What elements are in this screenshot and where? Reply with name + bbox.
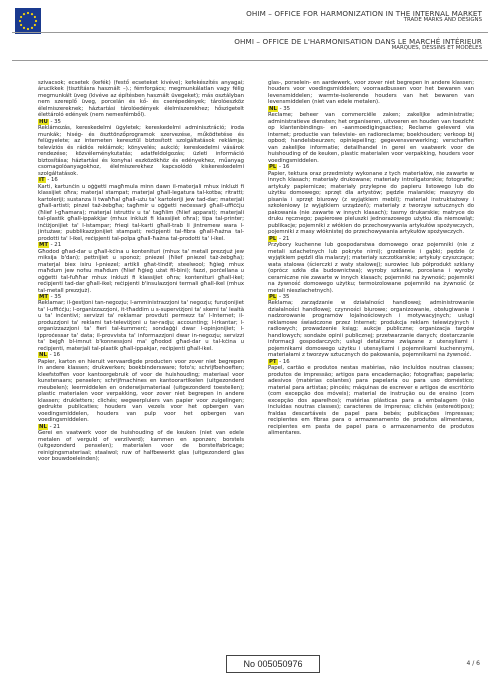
header-french (234, 38, 482, 53)
goods-section (38, 242, 244, 294)
goods-section (38, 80, 244, 119)
class-code: - 35 (50, 118, 61, 125)
header-top-title: OHIM – OFFICE FOR HARMONIZATION IN THE INTERNAL MARKET (246, 9, 482, 18)
goods-section (38, 352, 244, 423)
language-tag: HU (39, 118, 48, 125)
section-text: Reclame; beheer van commerciële zaken; zakelijke administratie; administratieve diensten; het organiseren, uitvoeren en houden van toezicht op klantenbindings- en -aanmoedigingsacties; Reclame geleverd via internet; productie van televisie- en radioreclame; boekhouden; verkoop bij opbod; handelsbeurzen; opiniepeiling; gegevensverwerking; verschaffen van zakelijke informatie; detailhandel in gerei en vaatwerk voor de huishouding of de keuken, plastic materialen voor verpakking, houders voor voedingsmiddelen. (268, 112, 475, 164)
section-text: Papier, tektura oraz przedmioty wykonane z tych materiałów, nie zawarte w innych klasach; materiały drukowane; materiały introligatorskie; fotografie; artykuły papiernicze; materiały przylepne do papieru listowego lub do użytku domowego; sprzęt dla artystów; pędzle malarskie; maszyny do pisania i sprzęt biurowy (z wyjątkiem mebli); materiał instruktażowy i szkoleniowy (z wyjątkiem urządzeń); materiały z tworzyw sztucznych do pakowania (nie zawarte w innych klasach); tasmy drukarskie; matryce do druku ręcznego; papierowe pieluszki jednorazowego użytku dla niemowląt; publikacje; pojemniki z włókien do przechowywania artykułów spożywczych, pojemniki z masy włóknistej do przechowywania artykułów spożywczych. (268, 170, 474, 236)
page-number: 4 / 6 (466, 660, 480, 667)
header-divider-top (12, 32, 488, 33)
language-tag: MT (39, 293, 48, 300)
goods-section (38, 177, 244, 242)
section-text: Gerei en vaatwerk voor de huishouding of de keuken (niet van edele metalen of verguld of verzilverd); kammen en sponzen; borstels (uitgezonderd penselen); materialen voor de borstelfabricage; reinigingsmateriaal; staalwol; ruw of halfbewerkt glas (uitgezonderd glas voor bouwdoeleinden); (38, 430, 244, 463)
language-tag: NL (39, 352, 47, 359)
goods-section (38, 294, 244, 352)
class-code: - 21 (49, 423, 61, 430)
class-code: - 21 (50, 242, 62, 249)
ohim-logo (15, 8, 41, 34)
language-tag: IT (39, 177, 45, 184)
class-code: - 21 (279, 235, 290, 242)
section-text: Reklama; zarządzanie w działalności handlowej; administrowanie działalności handlowej; czynności biurowe; organizowanie, obsługiwanie i nadzorowanie programów lojalnościowych i motywacyjnych; usługi reklamowe świadczone przez Internet; produkcja reklam telewizyjnych i radiowych; prowadzenie ksiąg; aukcje publiczne; organizacja targów handlowych; sondaże opinii publicznej; przetwarzanie danych; dostarczanie informacji gospodarczych; usługi detaliczne związane z utensyliami i pojemnikami domowego użytku i utensyliami i pojemnikami kuchennymi, materiałami z tworzyw sztucznych do pakowania, pojemnikami na żywność. (268, 300, 474, 359)
section-text: Reklámozás, kereskedelmi ügyletek; kereskedelmi adminisztráció; iroda munkák; hiség- és öszttönzőprogramok szervezése, működtetése és felügyelete; az interneten keresztül biztosított szolgáltatások reklámja; televíziós és rádiós reklámok; könyvelés; aukció; kereskedelmi vásárok rendezése; közvéleménykutatás; adatfeldolgozás; üzleti információ biztosítása; háztartási és konyhai eszközökhöz és edényekhez, műanyag csomagolóanyagokhoz, élelmiszerekhez kapcsolódó kiskereskedelmi szolgáltatások. (38, 125, 244, 177)
goods-section (268, 294, 474, 359)
header-divider-bottom (12, 60, 488, 61)
header-bottom-subtitle: MARQUES, DESSINS ET MODÈLES (391, 45, 482, 52)
class-code: - 35 (50, 293, 62, 300)
header-top-subtitle: TRADE MARKS AND DESIGNS (403, 17, 482, 24)
goods-section (38, 119, 244, 177)
language-tag: PL (269, 293, 277, 300)
language-tag: MT (39, 242, 48, 249)
language-tag: PL (269, 235, 277, 242)
class-code: - 16 (49, 352, 61, 359)
header-english (246, 10, 482, 25)
class-code: - 35 (279, 293, 290, 300)
left-column (38, 80, 244, 463)
section-text: Reklamar; il-ġestjoni tan-negozju; l-amministrazzjoni ta' negozju; funzjonijiet ta' l-uffiċċju; l-organizzazzjoni, it-tħaddim u s-superviżjoni ta' skemi ta' lealtà u ta' inċentivi; servizzi ta' reklamar provduti permezz ta' l-Internet; il-produzzjoni ta' reklami tat-televiżjoni u tar-radju; accounting; l-irkantar; l-organizzazzjoni ta' fieri tal-kummerċ; sondaġġi dwar l-opinjonijiet; l-ipproċessar ta' data; il-provvista ta' informazzjoni dwar in-negozju; servizzi ta' bejgħ bl-imnut b'konnessjoni ma' għodod għad-dar u tal-kċina u reċipjenti, materjali tal-plastik għall-ippakjar, reċipjenti għall-ikel. (38, 300, 244, 352)
goods-section (268, 80, 474, 106)
section-text: glas-, porselein- en aardewerk, voor zover niet begrepen in andere klassen; houders voor voedingsmiddelen; voorraadbussen voor het bewaren van levensmiddelen; warmte-isolerende houders van het bewaren van levensmiddelen (niet van edele metalen). (268, 80, 474, 106)
section-text: szivacsok; ecsetek (kefék) (festő ecseteket kivéve); kefekészítés anyagai; árucikkek (tisztításra használt –).; fémforgács; megmunkálatlan vagy félig megmunkált üveg (kivéve az építésben használt üvegeket); más osztályban nem szereplő üveg, porcelán és kő- és cserépedények; tárolóeszköz élelmiszereknek; háztartási tárolóedények élelmiszerekhez; hőszigetelt élettároló edények (nem nemesfémből). (38, 80, 244, 119)
language-tag: NL (39, 423, 47, 430)
section-text: Għodod għad-dar u għall-kċina u kontenituri (mhux ta' metall prezzjuż jew miksija b'dan); pettnijiet u sponoż; pniezel (ħlief pniezel taż-żebgħa); materjal biex isiru l-pniezel; artikli għat-tindif; steelwool; ħġieġ mhux maħdum jew nofsu maħdum (ħlief ħġieġ użat fil-bini); fazzi, porċellana u oġġetti tal-fuħħar mhux inklużi fi klassijiet oħra; kontenituri għall-ikel; reċipjenti tad-dar għall-ikel; reċipjenti b'insulazzjoni termali għall-ikel (mhux tal-metall prezzjuż). (38, 248, 244, 294)
class-code: - 16 (47, 177, 58, 184)
goods-section (268, 236, 474, 294)
class-code: - 16 (279, 358, 290, 365)
goods-section (268, 359, 474, 437)
language-tag: NL (269, 105, 277, 112)
goods-section (38, 424, 244, 463)
goods-section (268, 106, 474, 164)
section-text: Papier, karton en hieruit vervaardigde producten voor zover niet begrepen in andere klassen; drukwerken; boekbindersware; foto's; schrijfbehoeften; kleefstoffen voor kantoorgebruik of voor de huishouding; materiaal voor kunstenaars; penselen; schrijfmachines en kantoorartikelen (uitgezonderd meubelen); leermiddelen en onderwijsmateriaal (uitgezonderd toestellen); plastic materialen voor verpakking, voor zover niet begrepen in andere klassen; drukletters; clichés; wegwerpluiers van papier voor zuigelingen; gedrukte publicaties; houders van vezels voor het opbergen van voedingsmiddelen, houders van pulp voor het opbergen van voedingsmiddelen. (38, 358, 244, 424)
goods-section (268, 164, 474, 235)
right-column (268, 80, 474, 437)
section-text: Przybory kuchenne lub gospodarstwa domowego oraz pojemniki (nie z metali szlachetnych lub pokryte nimi); grzebienie i gąbki; pędzle (z wyjątkiem pędzli dla malarzy); materiały szczotkarskie; artykuły czyszczące; wata stalowa (ścierczki z waty stalowej); surowiec lub półprodukt szklany (oprócz szkła dla budownictwa); wyroby szklane, porcelana i wyroby ceramiczne nie zawarte w innych klasach; pojemniki na żywność; pojemniki na żywność domowego użytku; termoizolowane pojemniki na żywność (z metali nieszlachetnych). (268, 242, 474, 294)
section-text: Karti, kartunċin u oġġetti magħmula minn dawn il-materjali mhux inklużi fi klassijiet oħra; materjal stampat; materjal għall-legatura tal-kotba; ritratti; kartoleriji; sustanza li twaħħal għall-użu ta' kartoleriji jew tad-dar; materjali għall-artisti; pinzel taż-żebgħa; tagħmir u oġġetti neċessarji għall-uffiċċju (ħlief l-għamara); materjal istruttiv u ta' tagħlim (ħlief apparat); materjali tal-plastik għall-ippakkjar (mhux inklużi fi klassijiet oħra); tipa tal-printer; inċiżjonijiet ta' l-istampar; frieqi tal-karti għall-trab li jintremew wara l-jintużaw; pubblikazzjonijiet stampati; reċipjenti tal-fibra għall-ħażna tal-prodotti ta' l-ikel, reċipjenti tal-polpa għall-ħażna tal-prodotti ta' l-ikel. (38, 183, 244, 242)
class-code: - 16 (279, 164, 290, 171)
class-code: - 35 (279, 105, 291, 112)
language-tag: PT (269, 358, 277, 365)
header-bottom-title: OHMI – OFFICE DE L'HARMONISATION DANS LE MARCHÉ INTÉRIEUR (234, 37, 482, 46)
section-text: Papel, cartão e produtos nestas matérias, não incluídos noutras classes; produtos de impressão; artigos para encadernação; fotografias; papelaria; adesivos (matérias colantes) para papelaria ou para uso doméstico; material para artistas; pincéis; máquinas de escrever e artigos de escritório (com excepção dos móveis); material de instrução ou de ensino (com excepção dos aparelhos); matérias plásticas para a embalagem (não incluídas noutras classes); caracteres de imprensa; clichés (estereótipos); fraldas descartáveis de papel para bebés; publicações impressas; recipientes em fibras para o armazenamento de produtos alimentares, recipientes em pasta de papel para o armazenamento de produtos alimentares. (268, 365, 474, 437)
eu-stars-icon (15, 8, 41, 34)
document-number: No 005050976 (226, 655, 320, 673)
language-tag: PL (269, 164, 277, 171)
